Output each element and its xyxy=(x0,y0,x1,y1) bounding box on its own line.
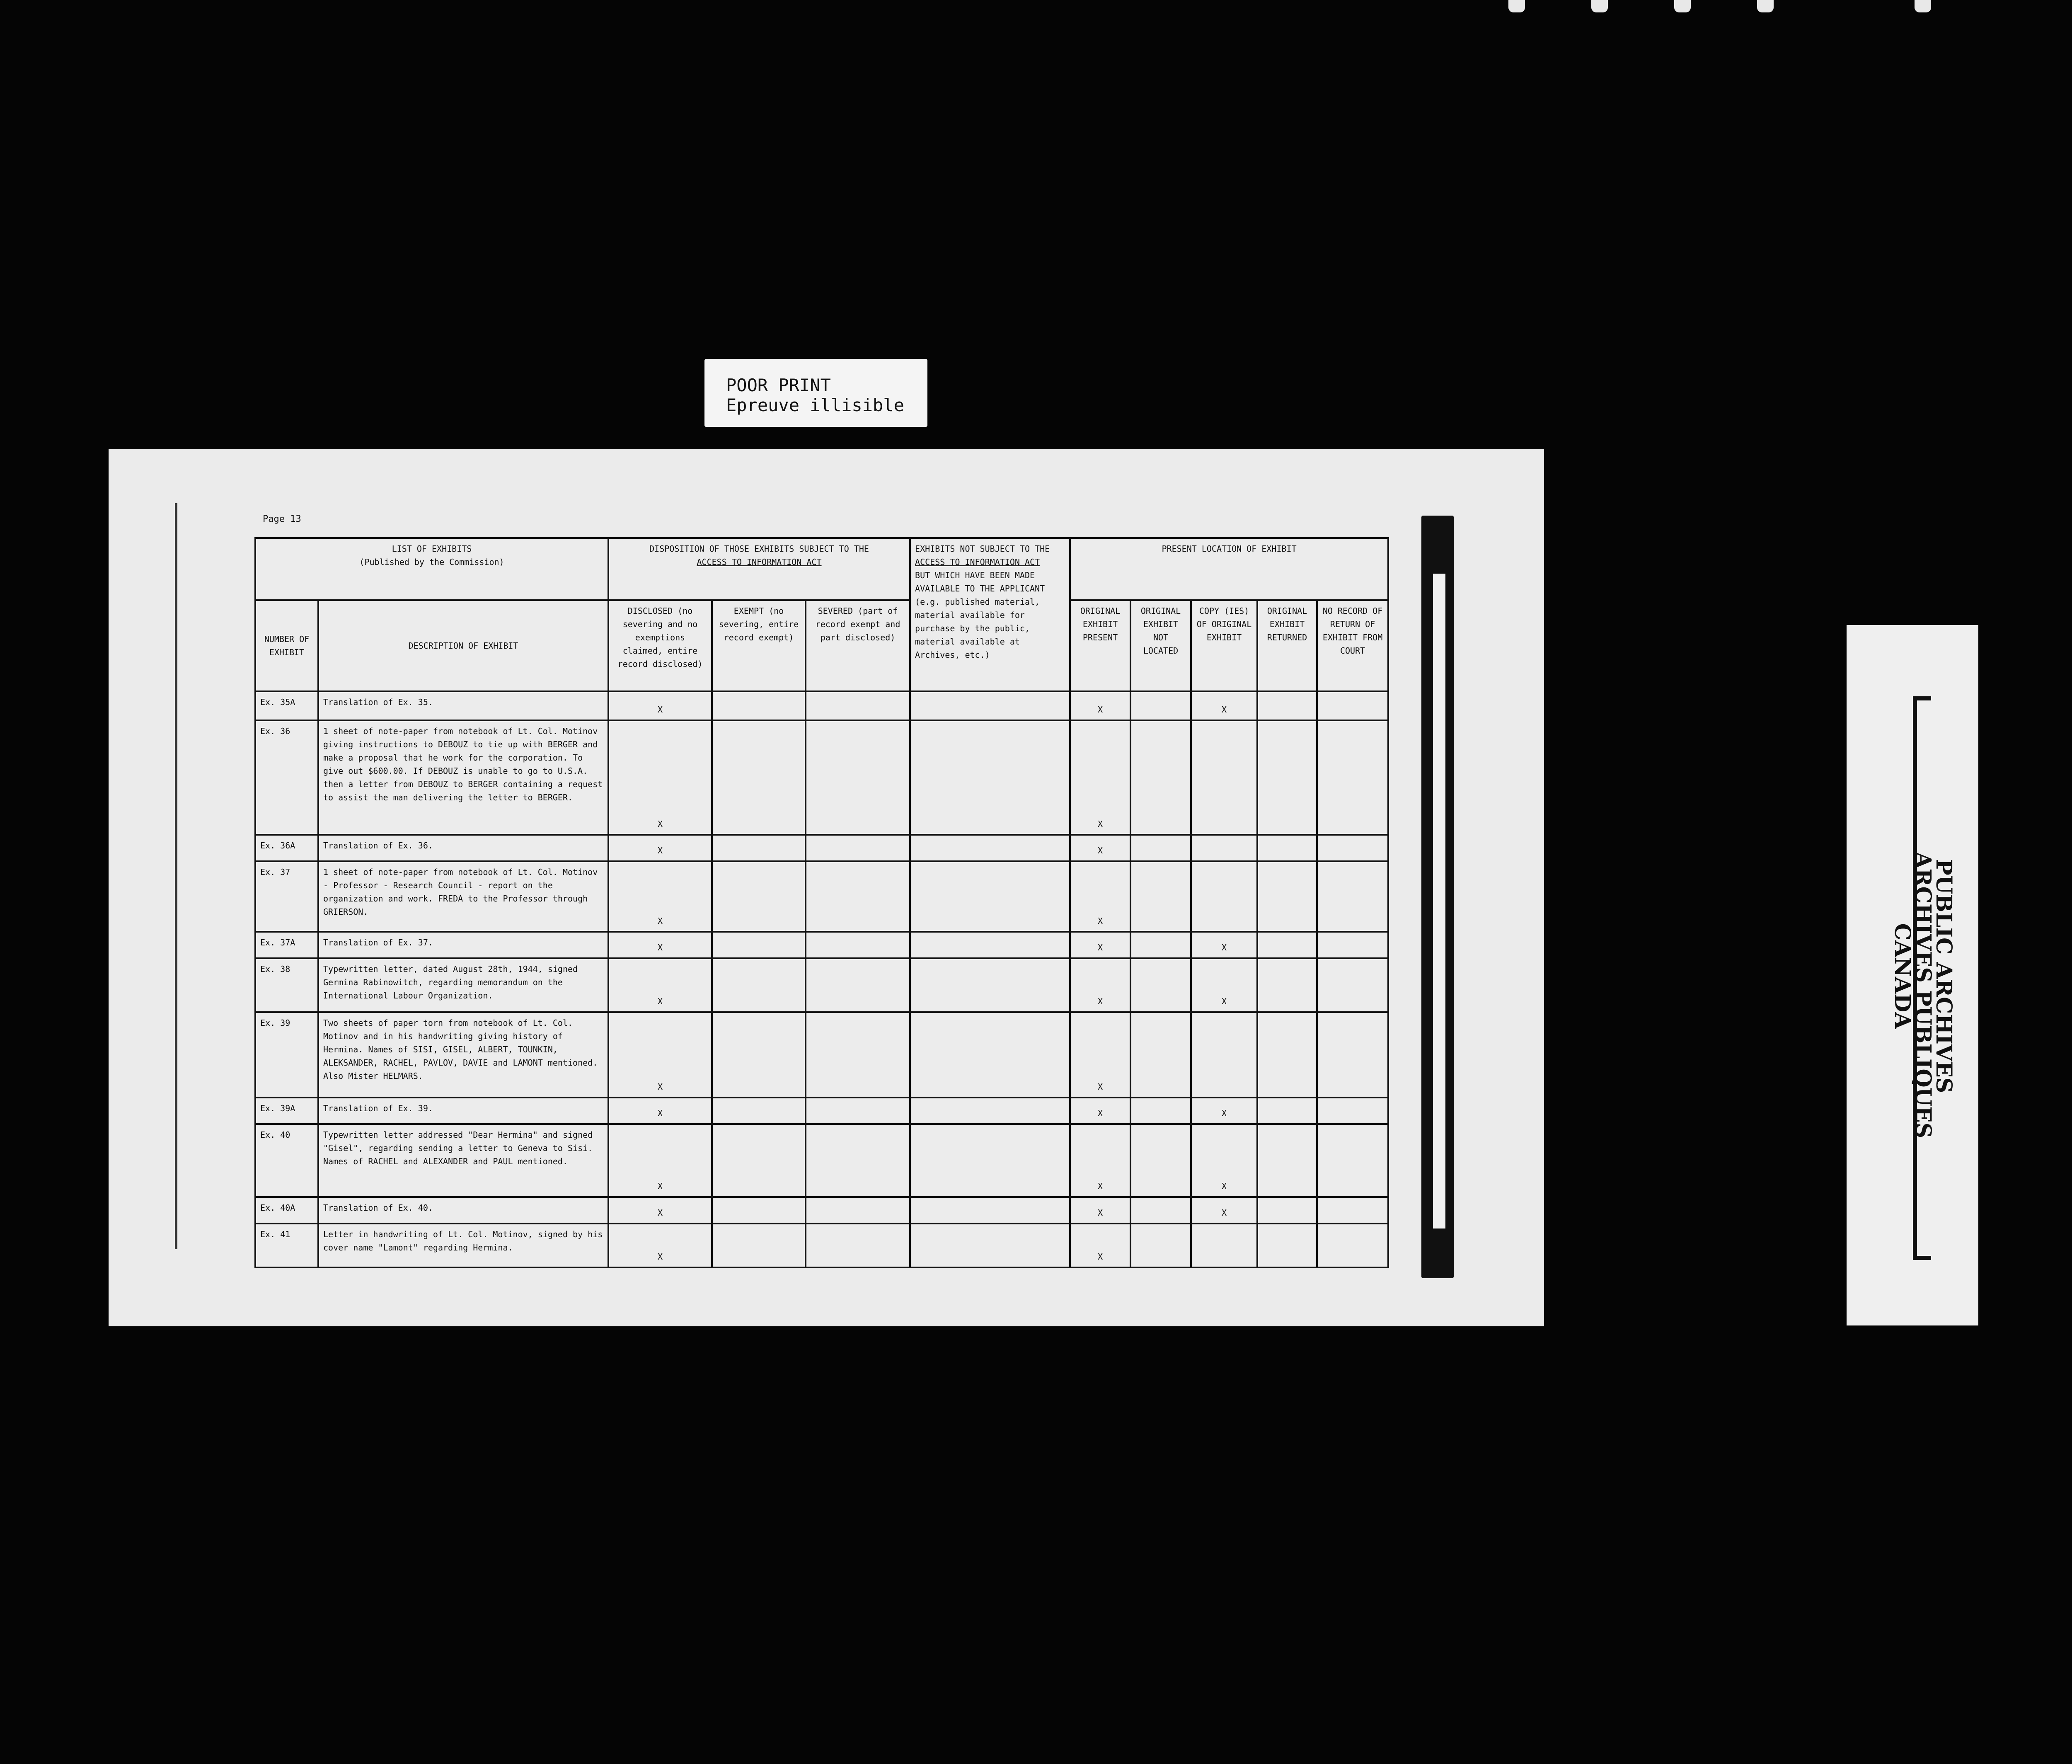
table-row xyxy=(255,932,1388,958)
no-record-cell xyxy=(1317,835,1388,861)
not-located-cell xyxy=(1130,720,1191,835)
table-row xyxy=(255,958,1388,1012)
exhibit-number: Ex. 39 xyxy=(255,1012,318,1098)
exhibit-description: Translation of Ex. 37. xyxy=(318,932,608,958)
exhibit-description: Translation of Ex. 35. xyxy=(318,691,608,720)
exhibit-description: 1 sheet of note-paper from notebook of Lt. Col. Motinov giving instructions to DEBOUZ to tie up with BERGER and make a proposal that he work for the corporation. To give out $600.00. If DEBOUZ is unable to go to U.S.A. then a letter from DEBOUZ to BERGER containing a request to assist the man delivering the letter to BERGER. xyxy=(318,720,608,835)
present-location-title: PRESENT LOCATION OF EXHIBIT xyxy=(1162,544,1297,554)
no-record-cell xyxy=(1317,1124,1388,1197)
original-returned-header: ORIGINAL EXHIBIT RETURNED xyxy=(1257,600,1317,691)
table-row xyxy=(255,835,1388,861)
not-located-cell xyxy=(1130,958,1191,1012)
exhibit-description: Typewritten letter, dated August 28th, 1944, signed Germina Rabinowitch, regarding memorandum on the International Labour Organization. xyxy=(318,958,608,1012)
not-subject-header xyxy=(910,538,1070,691)
no-record-cell xyxy=(1317,691,1388,720)
exhibit-number: Ex. 36A xyxy=(255,835,318,861)
copy-cell: X xyxy=(1191,691,1257,720)
exhibits-table xyxy=(254,537,1389,1268)
returned-cell xyxy=(1257,932,1317,958)
exempt-cell xyxy=(712,691,806,720)
stamp-line-3: CANADA xyxy=(1890,923,1915,1029)
copy-cell xyxy=(1191,1224,1257,1267)
exempt-cell xyxy=(712,932,806,958)
table-row xyxy=(255,861,1388,932)
disclosed-cell: X xyxy=(608,691,712,720)
copy-cell: X xyxy=(1191,1197,1257,1224)
disclosed-cell: X xyxy=(608,720,712,835)
not-located-cell xyxy=(1130,835,1191,861)
stamp-line-1: PUBLIC ARCHIVES xyxy=(1931,859,1956,1093)
copy-cell: X xyxy=(1191,1124,1257,1197)
not-subject-act: ACCESS TO INFORMATION ACT xyxy=(915,557,1040,567)
severed-cell xyxy=(806,835,910,861)
table-row xyxy=(255,1197,1388,1224)
returned-cell xyxy=(1257,958,1317,1012)
description-header: DESCRIPTION OF EXHIBIT xyxy=(318,600,608,691)
returned-cell xyxy=(1257,1098,1317,1124)
no-record-cell xyxy=(1317,1012,1388,1098)
margin-line xyxy=(175,503,177,1249)
header-row-bottom xyxy=(255,600,1388,691)
not-located-cell xyxy=(1130,1224,1191,1267)
severed-cell xyxy=(806,1197,910,1224)
exempt-cell xyxy=(712,958,806,1012)
no-record-cell xyxy=(1317,1224,1388,1267)
original-present-cell: X xyxy=(1070,1224,1130,1267)
binder-spine-inner xyxy=(1433,574,1445,1228)
not-located-cell xyxy=(1130,1012,1191,1098)
disposition-act: ACCESS TO INFORMATION ACT xyxy=(697,557,822,567)
no-record-header: NO RECORD OF RETURN OF EXHIBIT FROM COURT xyxy=(1317,600,1388,691)
exhibit-number: Ex. 41 xyxy=(255,1224,318,1267)
not-located-cell xyxy=(1130,932,1191,958)
exhibit-description: Translation of Ex. 36. xyxy=(318,835,608,861)
original-present-cell: X xyxy=(1070,1197,1130,1224)
disposition-header xyxy=(608,538,910,600)
severed-cell xyxy=(806,691,910,720)
disclosed-cell: X xyxy=(608,1197,712,1224)
copy-cell xyxy=(1191,1012,1257,1098)
returned-cell xyxy=(1257,861,1317,932)
not-located-cell xyxy=(1130,1124,1191,1197)
list-of-exhibits-header xyxy=(255,538,608,600)
not-subject-cell xyxy=(910,861,1070,932)
bracket-cover-bottom xyxy=(1931,1256,1968,1325)
copy-header: COPY (IES) OF ORIGINAL EXHIBIT xyxy=(1191,600,1257,691)
table-row xyxy=(255,691,1388,720)
exempt-cell xyxy=(712,720,806,835)
not-located-cell xyxy=(1130,691,1191,720)
original-present-cell: X xyxy=(1070,1012,1130,1098)
table-row xyxy=(255,1012,1388,1098)
not-located-cell xyxy=(1130,1197,1191,1224)
exhibit-description: Typewritten letter addressed "Dear Hermina" and signed "Gisel", regarding sending a letter to Geneva to Sisi. Names of RACHEL and ALEXANDER and PAUL mentioned. xyxy=(318,1124,608,1197)
notice-line-1: POOR PRINT xyxy=(726,375,831,395)
not-subject-cell xyxy=(910,1012,1070,1098)
exhibit-description: Letter in handwriting of Lt. Col. Motinov, signed by his cover name "Lamont" regarding Hermina. xyxy=(318,1224,608,1267)
not-subject-cell xyxy=(910,958,1070,1012)
exempt-cell xyxy=(712,1224,806,1267)
severed-cell xyxy=(806,932,910,958)
not-located-cell xyxy=(1130,861,1191,932)
no-record-cell xyxy=(1317,861,1388,932)
exempt-cell xyxy=(712,1098,806,1124)
exhibit-number: Ex. 40 xyxy=(255,1124,318,1197)
copy-cell xyxy=(1191,835,1257,861)
original-present-cell: X xyxy=(1070,958,1130,1012)
disclosed-cell: X xyxy=(608,958,712,1012)
exhibit-number: Ex. 36 xyxy=(255,720,318,835)
exhibit-number: Ex. 40A xyxy=(255,1197,318,1224)
not-subject-cell xyxy=(910,1197,1070,1224)
original-present-cell: X xyxy=(1070,691,1130,720)
page-number: Page 13 xyxy=(263,514,301,524)
returned-cell xyxy=(1257,1124,1317,1197)
original-present-header: ORIGINAL EXHIBIT PRESENT xyxy=(1070,600,1130,691)
severed-cell xyxy=(806,861,910,932)
disclosed-cell: X xyxy=(608,1224,712,1267)
not-subject-cell xyxy=(910,835,1070,861)
severed-cell xyxy=(806,1224,910,1267)
disposition-title: DISPOSITION OF THOSE EXHIBITS SUBJECT TO THE xyxy=(649,544,869,554)
returned-cell xyxy=(1257,691,1317,720)
exhibit-number: Ex. 39A xyxy=(255,1098,318,1124)
returned-cell xyxy=(1257,720,1317,835)
stamp-line-2: ARCHIVES PUBLIQUES xyxy=(1910,852,1936,1139)
exhibit-number: Ex. 37 xyxy=(255,861,318,932)
copy-cell: X xyxy=(1191,1098,1257,1124)
disclosed-cell: X xyxy=(608,861,712,932)
film-edge-marks xyxy=(1500,0,1956,17)
original-present-cell: X xyxy=(1070,1124,1130,1197)
not-located-cell xyxy=(1130,1098,1191,1124)
archives-stamp-text xyxy=(1890,852,1956,1139)
severed-cell xyxy=(806,720,910,835)
copy-cell xyxy=(1191,861,1257,932)
disclosed-cell: X xyxy=(608,1012,712,1098)
table-row xyxy=(255,1124,1388,1197)
disclosed-header: DISCLOSED (no severing and no exemptions claimed, entire record disclosed) xyxy=(608,600,712,691)
table-row xyxy=(255,1098,1388,1124)
not-subject-cell xyxy=(910,1124,1070,1197)
exhibit-number: Ex. 35A xyxy=(255,691,318,720)
document-sheet xyxy=(109,449,1544,1326)
returned-cell xyxy=(1257,835,1317,861)
list-subtitle: (Published by the Commission) xyxy=(359,557,504,567)
original-not-located-header: ORIGINAL EXHIBIT NOT LOCATED xyxy=(1130,600,1191,691)
exhibit-description: Two sheets of paper torn from notebook of Lt. Col. Motinov and in his handwriting giving history of Hermina. Names of SISI, GISEL, ALBERT, TOUNKIN, ALEKSANDER, RACHEL, PAVLOV, DAVIE and LAMONT mentioned. Also Mister HELMARS. xyxy=(318,1012,608,1098)
severed-header: SEVERED (part of record exempt and part disclosed) xyxy=(806,600,910,691)
no-record-cell xyxy=(1317,720,1388,835)
present-location-header xyxy=(1070,538,1388,600)
exempt-cell xyxy=(712,861,806,932)
exhibit-description: Translation of Ex. 39. xyxy=(318,1098,608,1124)
header-row-top xyxy=(255,538,1388,600)
disclosed-cell: X xyxy=(608,932,712,958)
not-subject-cell xyxy=(910,932,1070,958)
not-subject-cell xyxy=(910,691,1070,720)
severed-cell xyxy=(806,1124,910,1197)
returned-cell xyxy=(1257,1224,1317,1267)
no-record-cell xyxy=(1317,932,1388,958)
no-record-cell xyxy=(1317,1098,1388,1124)
disclosed-cell: X xyxy=(608,835,712,861)
original-present-cell: X xyxy=(1070,932,1130,958)
exempt-cell xyxy=(712,835,806,861)
severed-cell xyxy=(806,1098,910,1124)
not-subject-cell xyxy=(910,1098,1070,1124)
returned-cell xyxy=(1257,1197,1317,1224)
severed-cell xyxy=(806,958,910,1012)
bracket-cover-top xyxy=(1931,625,1968,698)
exhibit-description: Translation of Ex. 40. xyxy=(318,1197,608,1224)
original-present-cell: X xyxy=(1070,720,1130,835)
notice-line-2: Epreuve illisible xyxy=(726,395,904,415)
exhibit-number: Ex. 38 xyxy=(255,958,318,1012)
not-subject-cell xyxy=(910,720,1070,835)
original-present-cell: X xyxy=(1070,1098,1130,1124)
disclosed-cell: X xyxy=(608,1098,712,1124)
copy-cell xyxy=(1191,720,1257,835)
copy-cell: X xyxy=(1191,958,1257,1012)
exempt-header: EXEMPT (no severing, entire record exempt) xyxy=(712,600,806,691)
table-row xyxy=(255,720,1388,835)
exempt-cell xyxy=(712,1197,806,1224)
exempt-cell xyxy=(712,1124,806,1197)
exhibit-description: 1 sheet of note-paper from notebook of Lt. Col. Motinov - Professor - Research Council - report on the organization and work. FREDA to the Professor through GRIERSON. xyxy=(318,861,608,932)
no-record-cell xyxy=(1317,1197,1388,1224)
exempt-cell xyxy=(712,1012,806,1098)
returned-cell xyxy=(1257,1012,1317,1098)
poor-print-notice xyxy=(704,359,927,427)
number-header: NUMBER OF EXHIBIT xyxy=(255,600,318,691)
list-title: LIST OF EXHIBITS xyxy=(392,544,472,554)
table-row xyxy=(255,1224,1388,1267)
original-present-cell: X xyxy=(1070,861,1130,932)
not-subject-cell xyxy=(910,1224,1070,1267)
not-subject-line1: EXHIBITS NOT SUBJECT TO THE xyxy=(915,544,1050,554)
not-subject-rest: BUT WHICH HAVE BEEN MADE AVAILABLE TO THE APPLICANT (e.g. published material, material available for purchase by the public, material available at Archives, etc.) xyxy=(915,570,1045,660)
copy-cell: X xyxy=(1191,932,1257,958)
severed-cell xyxy=(806,1012,910,1098)
no-record-cell xyxy=(1317,958,1388,1012)
exhibit-number: Ex. 37A xyxy=(255,932,318,958)
disclosed-cell: X xyxy=(608,1124,712,1197)
original-present-cell: X xyxy=(1070,835,1130,861)
